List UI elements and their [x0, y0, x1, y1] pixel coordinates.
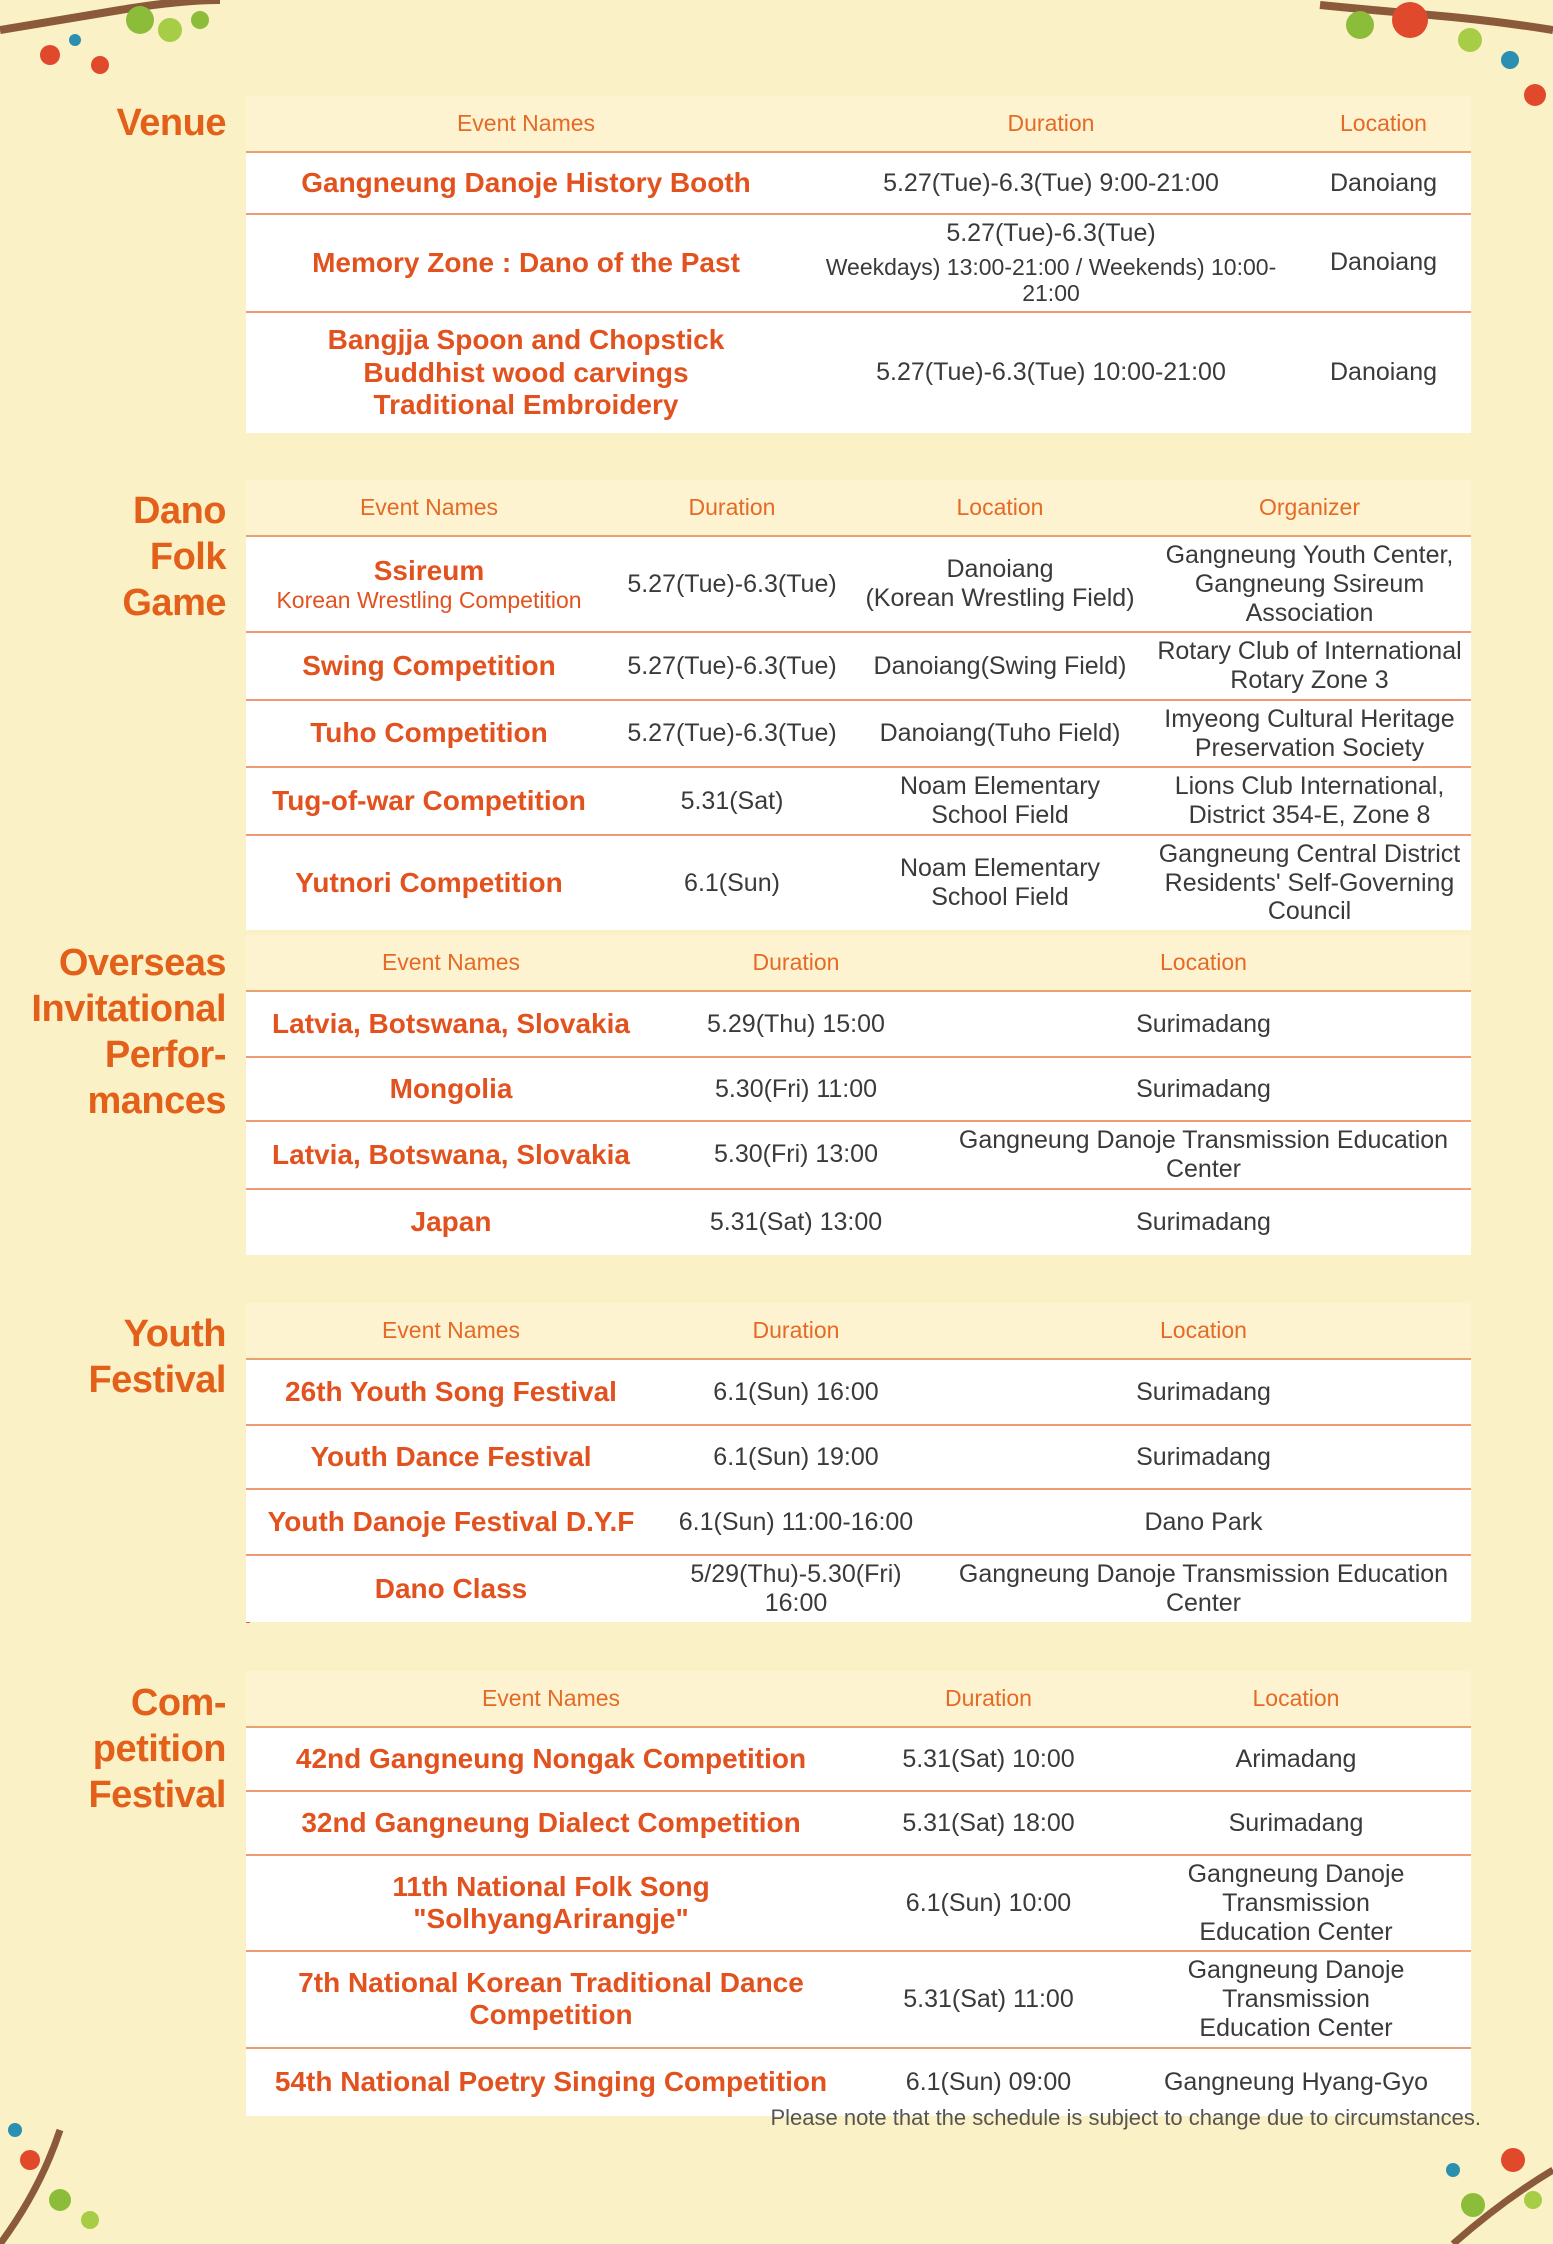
section-title: Dano Folk Game: [122, 490, 226, 624]
header-event-names: Event Names: [246, 935, 656, 991]
event-organizer: Imyeong Cultural Heritage Preservation Society: [1148, 700, 1471, 768]
section-title: Venue: [116, 102, 226, 144]
flower-branch-bottom-left-icon: [0, 2110, 120, 2244]
header-location: Location: [936, 935, 1471, 991]
competition-festival-table: [246, 1671, 1471, 2116]
event-duration: 6.1(Sun) 16:00: [656, 1359, 936, 1425]
event-name: Tuho Competition: [246, 700, 612, 768]
event-duration: 5.31(Sat) 13:00: [656, 1189, 936, 1255]
event-location: Gangneung Danoje Transmission Education Center: [936, 1121, 1471, 1189]
event-duration: 6.1(Sun) 10:00: [856, 1855, 1121, 1951]
table-row: [246, 835, 1471, 930]
event-duration: 5.27(Tue)-6.3(Tue): [612, 700, 852, 768]
table-row: [246, 1555, 1471, 1622]
table-row: [246, 1057, 1471, 1121]
header-duration: Duration: [612, 480, 852, 536]
event-name: Youth Dance Festival: [246, 1425, 656, 1489]
event-name: Mongolia: [246, 1057, 656, 1121]
event-name: Gangneung Danoje History Booth: [246, 152, 806, 214]
section-title: Com- petition Festival: [88, 1682, 226, 1816]
flower-branch-top-left-icon: [0, 0, 230, 80]
header-event-names: Event Names: [246, 1671, 856, 1727]
folk-game-table: [246, 480, 1471, 930]
event-duration: 6.1(Sun): [612, 835, 852, 930]
event-location: Danoiang(Tuho Field): [852, 700, 1148, 768]
event-location: Gangneung Danoje Transmission Education Center: [936, 1555, 1471, 1622]
event-location: Danoiang: [1296, 152, 1471, 214]
event-name: 42nd Gangneung Nongak Competition: [246, 1727, 856, 1791]
table-row: [246, 1425, 1471, 1489]
event-duration: 5.30(Fri) 11:00: [656, 1057, 936, 1121]
table-row: [246, 1855, 1471, 1951]
event-duration: 5.29(Thu) 15:00: [656, 991, 936, 1057]
event-name: 26th Youth Song Festival: [246, 1359, 656, 1425]
event-location: Surimadang: [936, 1189, 1471, 1255]
event-name: Japan: [246, 1189, 656, 1255]
event-name: Latvia, Botswana, Slovakia: [246, 991, 656, 1057]
header-event-names: Event Names: [246, 96, 806, 152]
table-row: [246, 632, 1471, 700]
event-location: Danoiang: [1296, 312, 1471, 433]
flower-branch-bottom-right-icon: [1423, 2130, 1553, 2244]
event-name: 7th National Korean Traditional Dance Competition: [246, 1951, 856, 2047]
event-location: Noam Elementary School Field: [852, 835, 1148, 930]
event-organizer: Lions Club International, District 354-E, Zone 8: [1148, 767, 1471, 835]
event-duration: 5.30(Fri) 13:00: [656, 1121, 936, 1189]
event-location: Arimadang: [1121, 1727, 1471, 1791]
event-location: Surimadang: [936, 1425, 1471, 1489]
table-row: [246, 152, 1471, 214]
schedule-note: Please note that the schedule is subject to change due to circumstances.: [770, 2105, 1481, 2130]
table-row: [246, 312, 1471, 433]
event-name: Dano Class: [246, 1555, 656, 1622]
event-duration: 5.31(Sat): [612, 767, 852, 835]
header-event-names: Event Names: [246, 1303, 656, 1359]
event-duration: 6.1(Sun) 09:00: [856, 2048, 1121, 2116]
event-name: Ssireum Korean Wrestling Competition: [246, 536, 612, 632]
event-duration: 5/29(Thu)-5.30(Fri) 16:00: [656, 1555, 936, 1622]
event-duration: 5.27(Tue)-6.3(Tue) Weekdays) 13:00-21:00 / Weekends) 10:00-21:00: [806, 214, 1296, 312]
header-event-names: Event Names: [246, 480, 612, 536]
event-name: 11th National Folk Song "SolhyangArirangje": [246, 1855, 856, 1951]
table-row: [246, 1791, 1471, 1855]
event-location: Danoiang (Korean Wrestling Field): [852, 536, 1148, 632]
header-location: Location: [1296, 96, 1471, 152]
event-location: Noam Elementary School Field: [852, 767, 1148, 835]
event-duration: 5.31(Sat) 18:00: [856, 1791, 1121, 1855]
event-location: Gangneung Hyang-Gyo: [1121, 2048, 1471, 2116]
event-duration: 5.27(Tue)-6.3(Tue): [612, 632, 852, 700]
table-row: [246, 1727, 1471, 1791]
table-row: [246, 214, 1471, 312]
event-duration: 5.31(Sat) 10:00: [856, 1727, 1121, 1791]
event-location: Surimadang: [936, 1359, 1471, 1425]
event-duration: 6.1(Sun) 19:00: [656, 1425, 936, 1489]
event-location: Surimadang: [1121, 1791, 1471, 1855]
event-location: Danoiang(Swing Field): [852, 632, 1148, 700]
table-row: [246, 536, 1471, 632]
event-name: Swing Competition: [246, 632, 612, 700]
event-name: Yutnori Competition: [246, 835, 612, 930]
event-duration: 5.27(Tue)-6.3(Tue): [612, 536, 852, 632]
table-row: [246, 700, 1471, 768]
event-location: Danoiang: [1296, 214, 1471, 312]
section-title: Youth Festival: [88, 1313, 226, 1401]
event-name: 32nd Gangneung Dialect Competition: [246, 1791, 856, 1855]
table-row: [246, 1121, 1471, 1189]
event-duration: 5.27(Tue)-6.3(Tue) 9:00-21:00: [806, 152, 1296, 214]
event-name: Memory Zone : Dano of the Past: [246, 214, 806, 312]
event-duration: 6.1(Sun) 11:00-16:00: [656, 1489, 936, 1555]
event-location: Dano Park: [936, 1489, 1471, 1555]
table-row: [246, 1489, 1471, 1555]
header-location: Location: [936, 1303, 1471, 1359]
event-duration: 5.27(Tue)-6.3(Tue) 10:00-21:00: [806, 312, 1296, 433]
table-row: [246, 1189, 1471, 1255]
event-organizer: Gangneung Central District Residents' Self-Governing Council: [1148, 835, 1471, 930]
table-row: [246, 1951, 1471, 2047]
event-location: Gangneung Danoje Transmission Education Center: [1121, 1855, 1471, 1951]
event-name: Youth Danoje Festival D.Y.F: [246, 1489, 656, 1555]
header-location: Location: [852, 480, 1148, 536]
youth-festival-table: [246, 1303, 1471, 1622]
event-organizer: Rotary Club of International Rotary Zone 3: [1148, 632, 1471, 700]
header-duration: Duration: [806, 96, 1296, 152]
event-name: Bangjja Spoon and Chopstick Buddhist wood carvings Traditional Embroidery: [246, 312, 806, 433]
overseas-table: [246, 935, 1471, 1255]
event-location: Surimadang: [936, 991, 1471, 1057]
event-name: 54th National Poetry Singing Competition: [246, 2048, 856, 2116]
header-duration: Duration: [656, 935, 936, 991]
event-location: Gangneung Danoje Transmission Education Center: [1121, 1951, 1471, 2047]
event-name: Latvia, Botswana, Slovakia: [246, 1121, 656, 1189]
event-duration: 5.31(Sat) 11:00: [856, 1951, 1121, 2047]
event-organizer: Gangneung Youth Center, Gangneung Ssireum Association: [1148, 536, 1471, 632]
table-row: [246, 767, 1471, 835]
event-location: Surimadang: [936, 1057, 1471, 1121]
header-organizer: Organizer: [1148, 480, 1471, 536]
header-duration: Duration: [656, 1303, 936, 1359]
table-row: [246, 1359, 1471, 1425]
event-name: Tug-of-war Competition: [246, 767, 612, 835]
header-duration: Duration: [856, 1671, 1121, 1727]
section-title: Overseas Invitational Perfor- mances: [31, 942, 226, 1122]
table-row: [246, 991, 1471, 1057]
venue-table: [246, 96, 1471, 433]
header-location: Location: [1121, 1671, 1471, 1727]
